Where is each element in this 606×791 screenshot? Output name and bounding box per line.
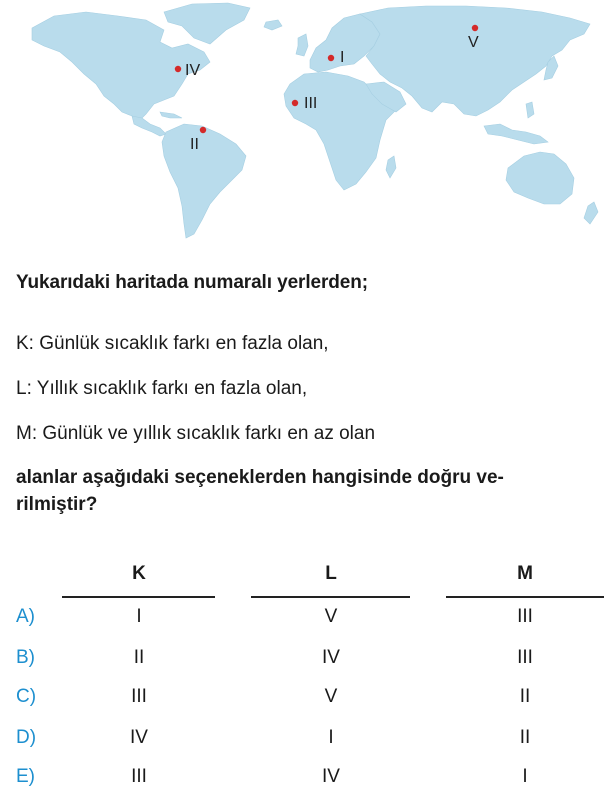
statement-m: M: Günlük ve yıllık sıcaklık farkı en az olan — [16, 423, 376, 444]
question-text — [16, 464, 601, 518]
option-d-k: IV — [130, 727, 148, 748]
column-header-l: L — [325, 563, 337, 584]
option-d-l: I — [328, 727, 334, 748]
greenland-shape — [164, 3, 250, 44]
marker-III-dot — [292, 100, 298, 106]
caribbean-islands-shape — [160, 112, 182, 118]
option-a-m: III — [517, 606, 533, 627]
iceland-shape — [264, 20, 282, 30]
marker-II-label: II — [190, 136, 199, 153]
column-header-m: M — [517, 563, 533, 584]
marker-IV-dot — [175, 66, 181, 72]
new-zealand-shape — [584, 202, 598, 224]
option-b-k: II — [133, 647, 145, 668]
statement-k: K: Günlük sıcaklık farkı en fazla olan, — [16, 333, 329, 354]
philippines-shape — [526, 102, 534, 118]
option-e[interactable]: E) — [16, 766, 35, 787]
australia-shape — [506, 152, 574, 204]
central-america-shape — [132, 116, 166, 136]
europe-shape — [310, 14, 380, 72]
marker-I-dot — [328, 55, 334, 61]
marker-V-dot — [472, 25, 478, 31]
option-e-k: III — [131, 766, 147, 787]
southeast-asia-islands-shape — [484, 124, 548, 144]
world-map — [14, 0, 606, 240]
marker-IV-label: IV — [185, 62, 201, 79]
column-rule-l — [251, 596, 410, 598]
option-c-m: II — [519, 686, 531, 707]
statement-l: L: Yıllık sıcaklık farkı en fazla olan, — [16, 378, 308, 399]
north-america-shape — [32, 12, 210, 120]
column-rule-k — [62, 596, 215, 598]
option-a-k: I — [136, 606, 142, 627]
option-d[interactable]: D) — [16, 727, 37, 748]
option-b-l: IV — [322, 647, 340, 668]
madagascar-shape — [386, 156, 396, 178]
column-rule-m — [446, 596, 604, 598]
option-b[interactable]: B) — [16, 647, 35, 668]
option-e-m: I — [522, 766, 528, 787]
option-a-l: V — [324, 606, 338, 627]
marker-III-label: III — [304, 95, 318, 112]
south-america-shape — [162, 124, 246, 238]
option-d-m: II — [519, 727, 531, 748]
column-header-k: K — [132, 563, 146, 584]
question-intro: Yukarıdaki haritada numaralı yerlerden; — [16, 272, 368, 293]
world-map-graphic — [14, 0, 606, 240]
option-e-l: IV — [322, 766, 340, 787]
marker-I-label: I — [340, 49, 345, 66]
option-c-l: V — [324, 686, 338, 707]
option-b-m: III — [517, 647, 533, 668]
option-c-k: III — [131, 686, 147, 707]
marker-V-label: V — [468, 34, 479, 51]
option-a[interactable]: A) — [16, 606, 35, 627]
question-line-1: alanlar aşağıdaki seçeneklerden hangisinde doğru ve- — [16, 467, 504, 488]
great-britain-shape — [296, 34, 308, 56]
question-line-2: rilmiştir? — [16, 494, 98, 515]
option-c[interactable]: C) — [16, 686, 37, 707]
marker-II-dot — [200, 127, 206, 133]
